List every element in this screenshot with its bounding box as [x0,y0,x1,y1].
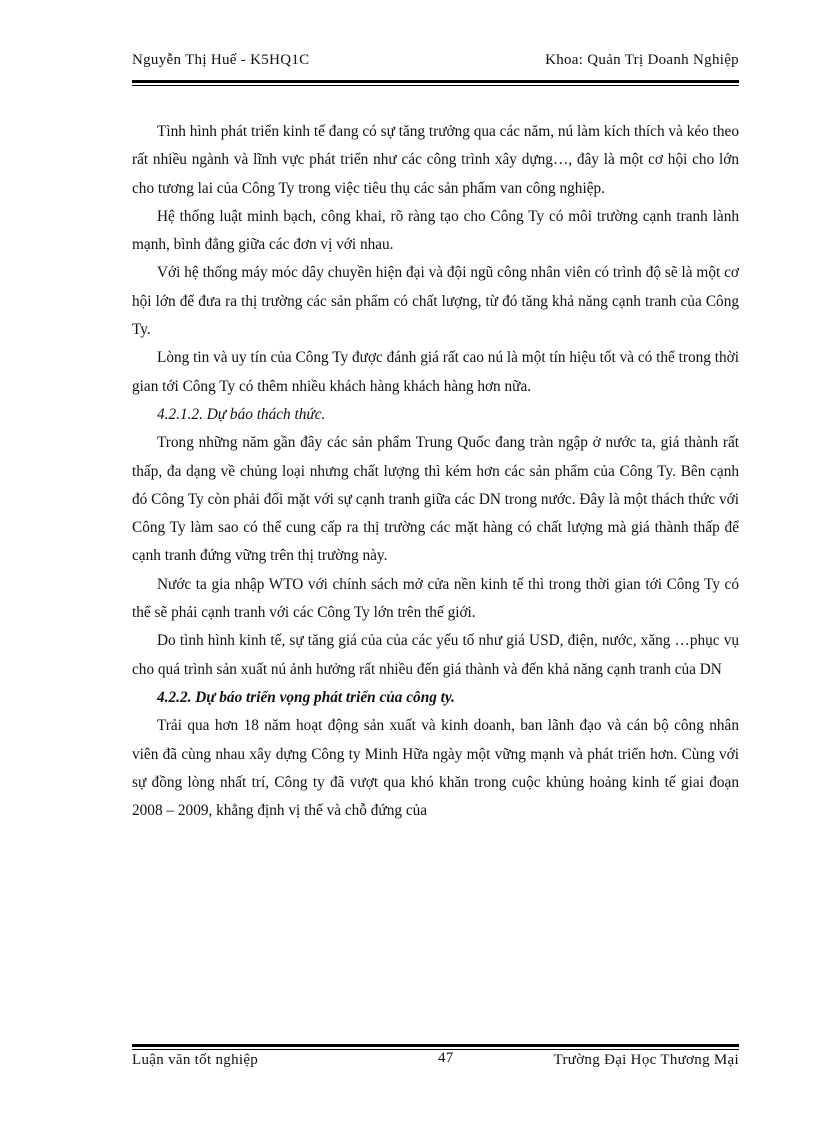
header-rule-thick [132,80,739,83]
section-heading-4-2-2: 4.2.2. Dự báo triển vọng phát triển của công ty. [157,688,455,706]
page-number: 47 [438,1050,454,1066]
body-paragraph: Trải qua hơn 18 năm hoạt động sản xuất và kinh doanh, ban lãnh đạo và cán bộ công nhân viên đã cùng nhau xây dựng Công ty Minh Hữa ngày một vững mạnh và phát triển hơn. Cùng với sự đồng lòng nhất trí, Công ty đã vượt qua khó khăn trong cuộc khủng hoảng kinh tế giai đoạn 2008 – 2009, khẳng định vị thế và chỗ đứng của [132,717,739,820]
body-paragraph: Lòng tin và uy tín của Công Ty được đánh giá rất cao nú là một tín hiệu tốt và có thể trong thời gian tới Công Ty có thêm nhiều khách hàng khách hàng hơn nữa. [132,349,739,395]
document-body [132,118,739,825]
body-paragraph: Tình hình phát triển kinh tế đang có sự tăng trưởng qua các năm, nú làm kích thích và kéo theo rất nhiều ngành và lĩnh vực phát triển như các công trình xây dựng…, đây là một cơ hội cho lớn cho tương lai của Công Ty trong việc tiêu thụ các sản phẩm van công nghiệp. [132,123,739,197]
header-rule-thin [132,85,739,86]
footer-university: Trường Đại Học Thương Mại [553,1052,739,1068]
footer-rule-thin [132,1049,739,1050]
body-paragraph: Với hệ thống máy móc dây chuyền hiện đại và đội ngũ công nhân viên có trình độ sẽ là một cơ hội lớn để đưa ra thị trường các sản phẩm có chất lượng, từ đó tăng khả năng cạnh tranh của Công Ty. [132,264,739,339]
section-heading-4-2-1-2: 4.2.1.2. Dự báo thách thức. [157,405,326,423]
page-footer [132,1052,739,1076]
body-paragraph: Nước ta gia nhập WTO với chính sách mở cửa nền kinh tế thì trong thời gian tới Công Ty có thể sẽ phải cạnh tranh với các Công Ty lớn trên thế giới. [132,575,739,622]
body-paragraph: Do tình hình kinh tế, sự tăng giá của của các yếu tố như giá USD, điện, nước, xăng …phục vụ cho quá trình sản xuất nú ảnh hưởng rất nhiều đến giá thành và đến khả năng cạnh tranh của DN [132,632,739,678]
body-paragraph: Trong những năm gần đây các sản phẩm Trung Quốc đang tràn ngập ở nước ta, giá thành rất thấp, đa dạng về chủng loại nhưng chất lượng thì kém hơn các sản phẩm của Công Ty. Bên cạnh đó Công Ty còn phải đối mặt với sự cạnh tranh giữa các DN trong nước. Đây là một thách thức với Công Ty làm sao có thể cung cấp ra thị trường các mặt hàng có chất lượng mà giá thành thấp để cạnh tranh đứng vững trên thị trường này. [132,434,739,565]
page-header [132,52,739,76]
header-faculty: Khoa: Quản Trị Doanh Nghiệp [545,52,739,68]
body-paragraph: Hệ thống luật minh bạch, công khai, rõ ràng tạo cho Công Ty có môi trường cạnh tranh lành mạnh, bình đẳng giữa các đơn vị với nhau. [132,207,739,254]
header-author: Nguyễn Thị Huế - K5HQ1C [132,52,310,68]
footer-rule-thick [132,1044,739,1047]
footer-thesis: Luận văn tốt nghiệp [132,1052,259,1068]
